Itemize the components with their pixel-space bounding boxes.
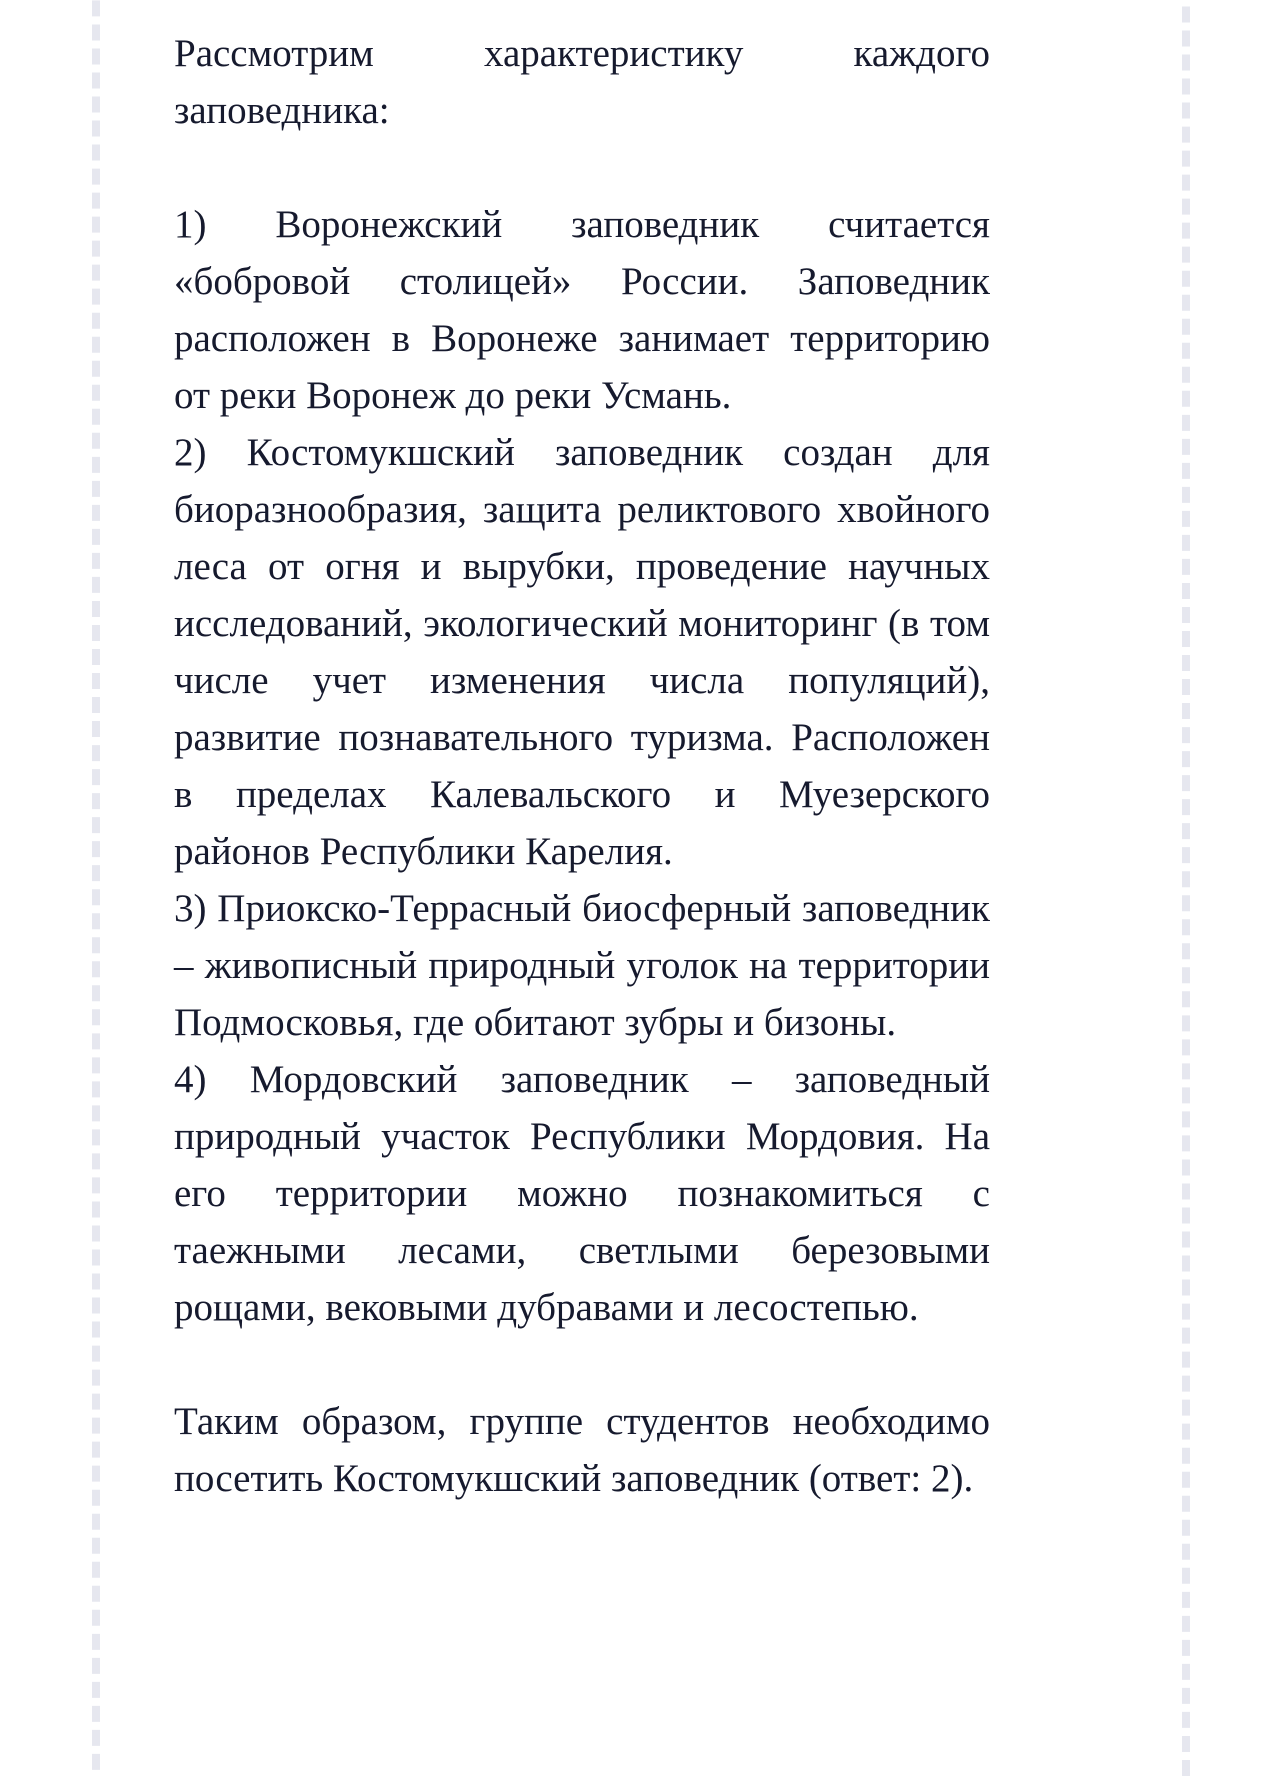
intro-paragraph: Рассмотрим характеристику каждого заповедника: — [174, 32, 990, 132]
list-item-prioksko-terrasny: 3) Приокско-Террасный биосферный заповедник – живописный природный уголок на территории Подмосковья, где обитают зубры и бизоны. — [174, 887, 990, 1044]
list-item-kostomuksha: 2) Костомукшский заповедник создан для биоразнообразия, защита реликтового хвойного леса от огня и вырубки, проведение научных исследований, экологический мониторинг (в том числе учет изменения числа популяций), развитие познавательного туризма. Расположен в пределах Калевальского и Муезерского районов Республики Карелия. — [174, 431, 990, 873]
list-item-voronezh: 1) Воронежский заповедник считается «бобровой столицей» России. Заповедник расположен в Воронеже занимает территорию от реки Воронеж до реки Усмань. — [174, 203, 990, 417]
list-item-mordovia: 4) Мордовский заповедник – заповедный природный участок Республики Мордовия. На его территории можно познакомиться с таежными лесами, светлыми березовыми рощами, вековыми дубравами и лесостепью. — [174, 1058, 990, 1329]
conclusion-paragraph: Таким образом, группе студентов необходимо посетить Костомукшский заповедник (ответ: 2). — [174, 1400, 990, 1500]
paragraph-gap — [174, 139, 990, 196]
paragraph-gap — [174, 1336, 990, 1393]
document-body — [174, 25, 990, 1507]
